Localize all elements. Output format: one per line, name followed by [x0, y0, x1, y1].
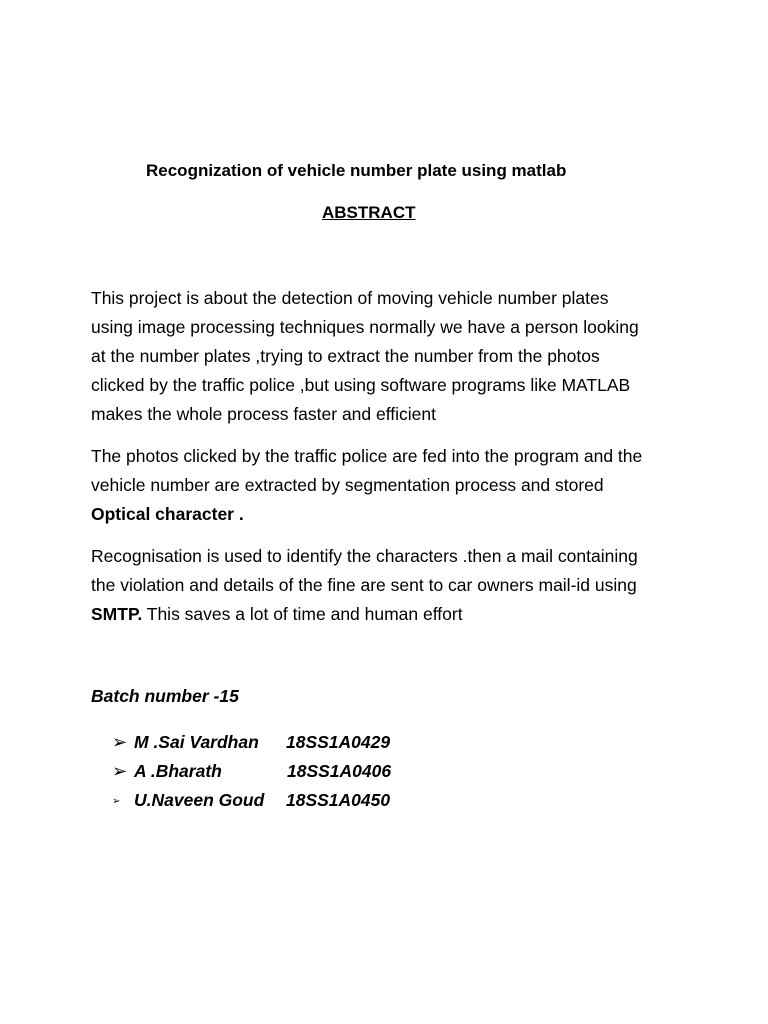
member-name: U.Naveen Goud	[134, 790, 265, 810]
paragraph-line: at the number plates ,trying to extract the number from the photos	[91, 346, 600, 366]
paragraph-line: This project is about the detection of moving vehicle number plates	[91, 288, 609, 308]
member-roll-number: 18SS1A0450	[286, 790, 391, 810]
member-name: A .Bharath	[134, 761, 222, 781]
member-name: M .Sai Vardhan	[134, 732, 259, 752]
member-item	[112, 786, 391, 815]
abstract-paragraph-3	[91, 542, 691, 629]
bold-term-optical-character: Optical character .	[91, 504, 244, 524]
paragraph-line: makes the whole process faster and efficient	[91, 404, 437, 424]
batch-number-label: Batch number -15	[91, 686, 239, 706]
member-item	[112, 728, 391, 757]
paragraph-text: This saves a lot of time and human effort	[142, 604, 463, 624]
abstract-heading: ABSTRACT	[322, 203, 416, 222]
paragraph-line: The photos clicked by the traffic police are fed into the program and the	[91, 446, 643, 466]
member-roll-number: 18SS1A0429	[286, 732, 391, 752]
member-list	[112, 728, 391, 815]
paragraph-line: using image processing techniques normally we have a person looking	[91, 317, 639, 337]
paragraph-line	[91, 500, 691, 529]
arrow-bullet-icon: ➢	[112, 761, 128, 782]
paragraph-line: the violation and details of the fine are sent to car owners mail-id using	[91, 575, 637, 595]
arrow-bullet-icon: ➢	[112, 796, 121, 807]
member-item	[112, 757, 391, 786]
bold-term-smtp: SMTP.	[91, 604, 143, 624]
paragraph-line: clicked by the traffic police ,but using software programs like MATLAB	[91, 375, 631, 395]
arrow-bullet-icon: ➢	[112, 732, 128, 753]
document-title: Recognization of vehicle number plate using matlab	[146, 161, 567, 180]
paragraph-line: Recognisation is used to identify the characters .then a mail containing	[91, 546, 638, 566]
paragraph-line: vehicle number are extracted by segmentation process and stored	[91, 475, 604, 495]
member-roll-number: 18SS1A0406	[287, 761, 392, 781]
abstract-paragraph-1	[91, 284, 691, 429]
paragraph-line	[91, 600, 691, 629]
abstract-paragraph-2	[91, 442, 691, 529]
